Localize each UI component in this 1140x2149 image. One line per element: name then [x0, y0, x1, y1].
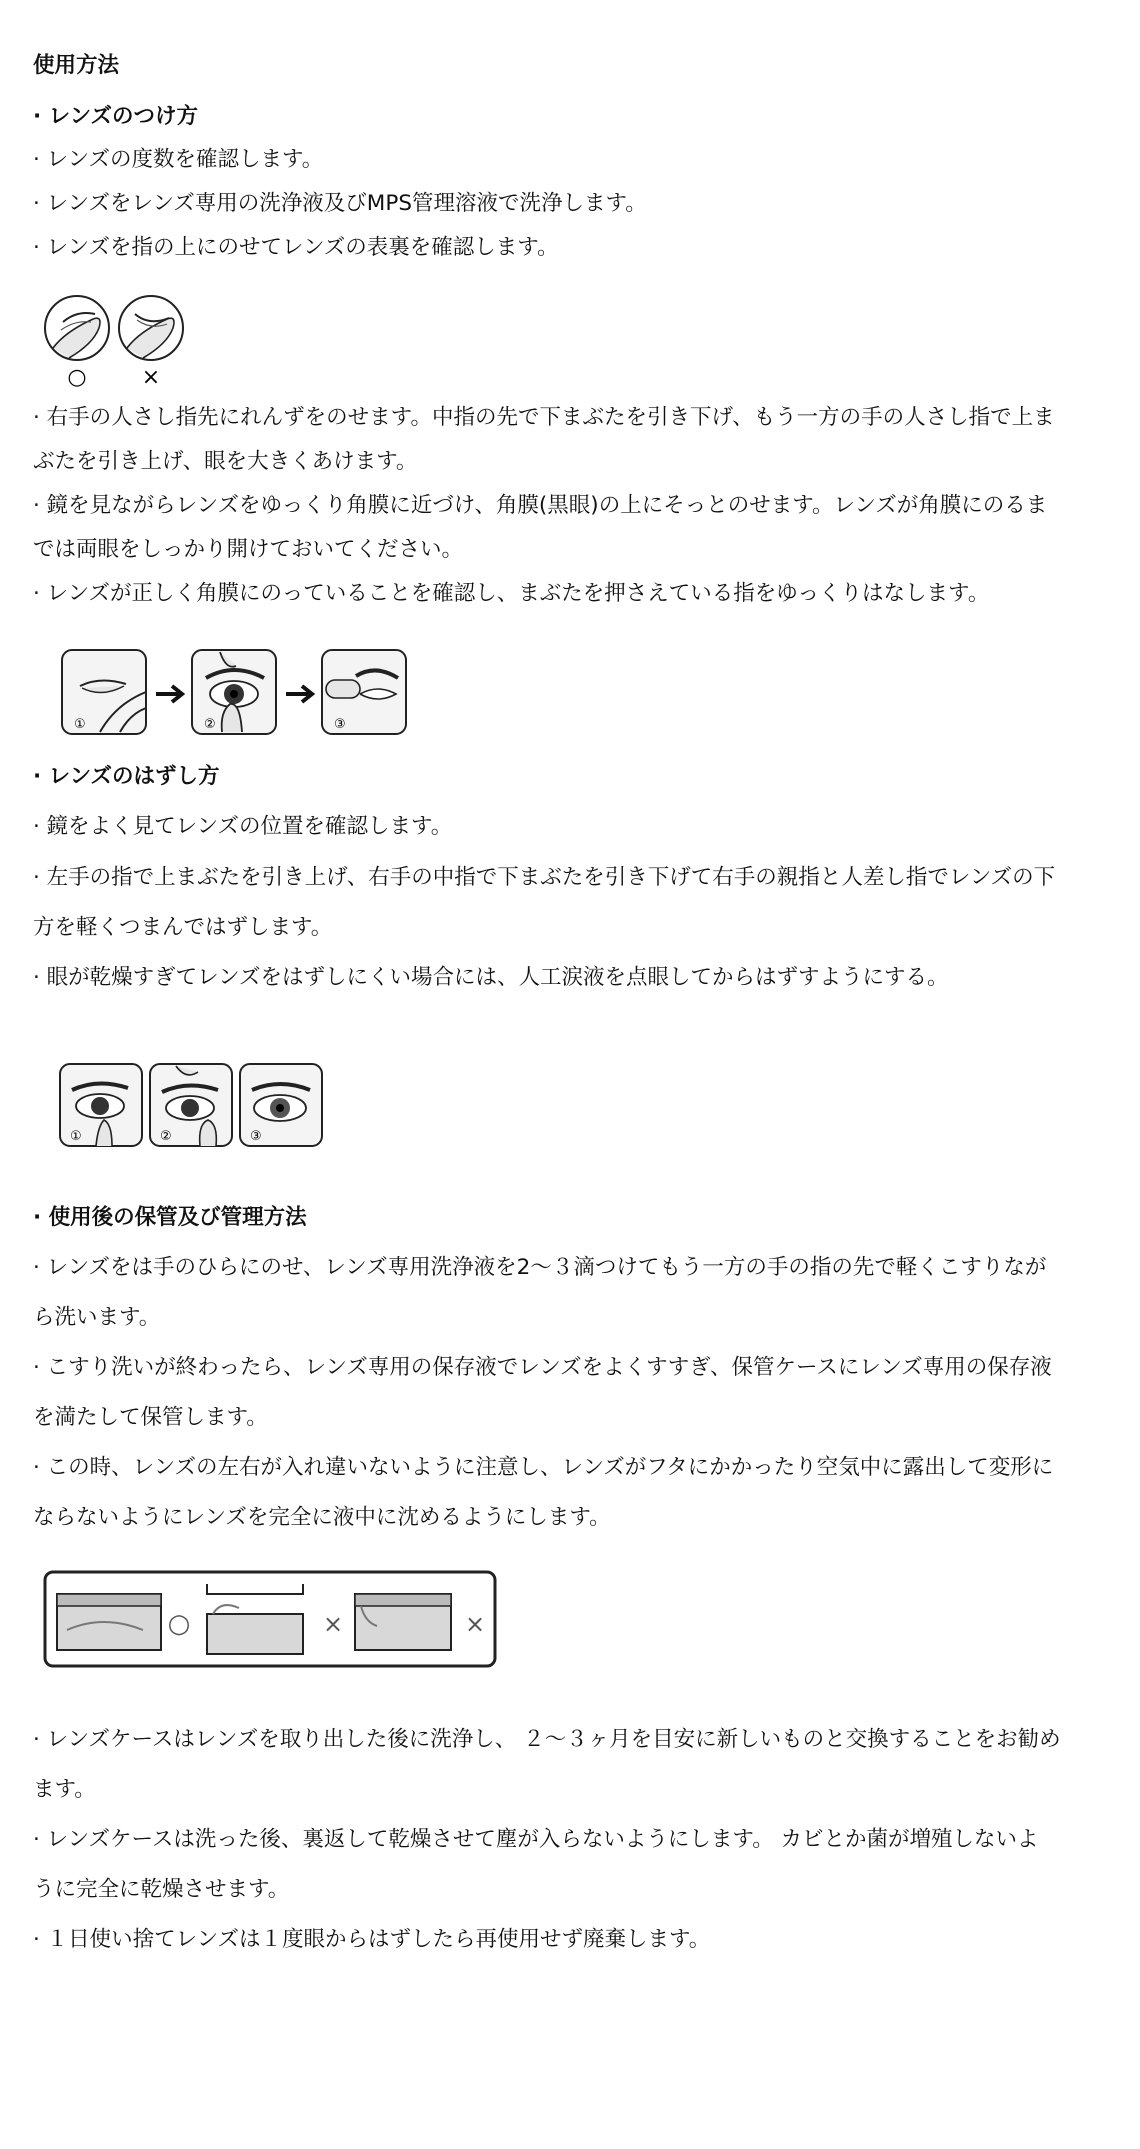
arrow-icon	[286, 686, 312, 702]
case-incorrect-mark-1: ×	[322, 1610, 344, 1638]
case-incorrect-exposed-illustration	[355, 1594, 451, 1650]
correct-mark: ○	[67, 365, 87, 390]
put-on-step-6: · レンズが正しく角膜にのっていることを確認し、まぶたを押さえている指をゆっくりはなします。	[33, 581, 990, 606]
lens-correct-illustration	[45, 296, 109, 360]
care-step-6: · １日使い捨てレンズは１度眼からはずしたら再使用せず廃棄します。	[33, 1927, 711, 1952]
care-step-5b: うに完全に乾燥させます。	[33, 1877, 290, 1902]
care-step-1a: · レンズをは手のひらにのせ、レンズ専用洗浄液を2～３滴つけてもう一方の手の指の先で軽くこすりなが	[33, 1255, 1047, 1280]
lens-orientation-figure	[39, 292, 189, 392]
care-step-3b: ならないようにレンズを完全に液中に沈めるようにします。	[33, 1505, 611, 1530]
page-title: 使用方法	[33, 53, 120, 78]
put-on-step-5a: · 鏡を見ながらレンズをゆっくり角膜に近づけ、角膜(黒眼)の上にそっとのせます。レンズが角膜にのるま	[33, 493, 1048, 518]
put-on-step-5b: では両眼をしっかり開けておいてください。	[33, 537, 464, 562]
remove-step-1: · 鏡をよく見てレンズの位置を確認します。	[33, 814, 453, 839]
insertion-step-3-number: ③	[334, 717, 346, 732]
care-step-2b: を満たして保管します。	[33, 1405, 268, 1430]
removal-step-3-number: ③	[250, 1129, 262, 1144]
care-step-1b: ら洗います。	[33, 1305, 161, 1330]
remove-step-2a: · 左手の指で上まぶたを引き上げ、右手の中指で下まぶたを引き下げて右手の親指と人差し指でレンズの下	[33, 865, 1056, 890]
care-step-2a: · こすり洗いが終わったら、レンズ専用の保存液でレンズをよくすすぎ、保管ケースにレンズ専用の保存液	[33, 1355, 1052, 1380]
removal-step-2-number: ②	[160, 1129, 172, 1144]
care-step-4b: ます。	[33, 1777, 96, 1802]
removal-sequence-figure	[58, 1062, 358, 1150]
remove-step-2b: 方を軽くつまんではずします。	[33, 915, 333, 940]
case-incorrect-lid-illustration	[207, 1584, 303, 1654]
put-on-step-4b: ぶたを引き上げ、眼を大きくあけます。	[33, 449, 418, 474]
case-correct-closed-illustration	[57, 1594, 161, 1650]
incorrect-mark: ×	[141, 365, 161, 390]
care-step-5a: · レンズケースは洗った後、裏返して乾燥させて塵が入らないようにします。 カビとか菌が増殖しないよ	[33, 1827, 1039, 1852]
case-incorrect-mark-2: ×	[464, 1610, 486, 1638]
section-heading-remove: · レンズのはずし方	[33, 764, 220, 789]
insertion-step-1-number: ①	[74, 717, 86, 732]
put-on-step-4a: · 右手の人さし指先にれんずをのせます。中指の先で下まぶたを引き下げ、もう一方の手の人さし指で上ま	[33, 405, 1055, 430]
section-heading-put-on: · レンズのつけ方	[33, 104, 198, 129]
lens-incorrect-illustration	[119, 296, 183, 360]
put-on-step-2: · レンズをレンズ専用の洗浄液及びMPS管理溶液で洗浄します。	[33, 191, 647, 216]
section-heading-care: · 使用後の保管及び管理方法	[33, 1205, 307, 1230]
care-step-3a: · この時、レンズの左右が入れ違いないように注意し、レンズがフタにかかったり空気中に露出して変形に	[33, 1455, 1054, 1480]
removal-step-1-number: ①	[70, 1129, 82, 1144]
lens-case-storage-figure	[43, 1570, 498, 1670]
remove-step-3: · 眼が乾燥すぎてレンズをはずしにくい場合には、人工涙液を点眼してからはずすようにする。	[33, 965, 949, 990]
insertion-step-2-number: ②	[204, 717, 216, 732]
care-step-4a: · レンズケースはレンズを取り出した後に洗浄し、 ２～３ヶ月を目安に新しいものと交換することをお勧め	[33, 1727, 1061, 1752]
insertion-sequence-figure	[60, 648, 450, 738]
case-correct-mark: ○	[167, 1609, 191, 1639]
arrow-icon	[156, 686, 182, 702]
put-on-step-1: · レンズの度数を確認します。	[33, 147, 324, 172]
put-on-step-3: · レンズを指の上にのせてレンズの表裏を確認します。	[33, 235, 559, 260]
